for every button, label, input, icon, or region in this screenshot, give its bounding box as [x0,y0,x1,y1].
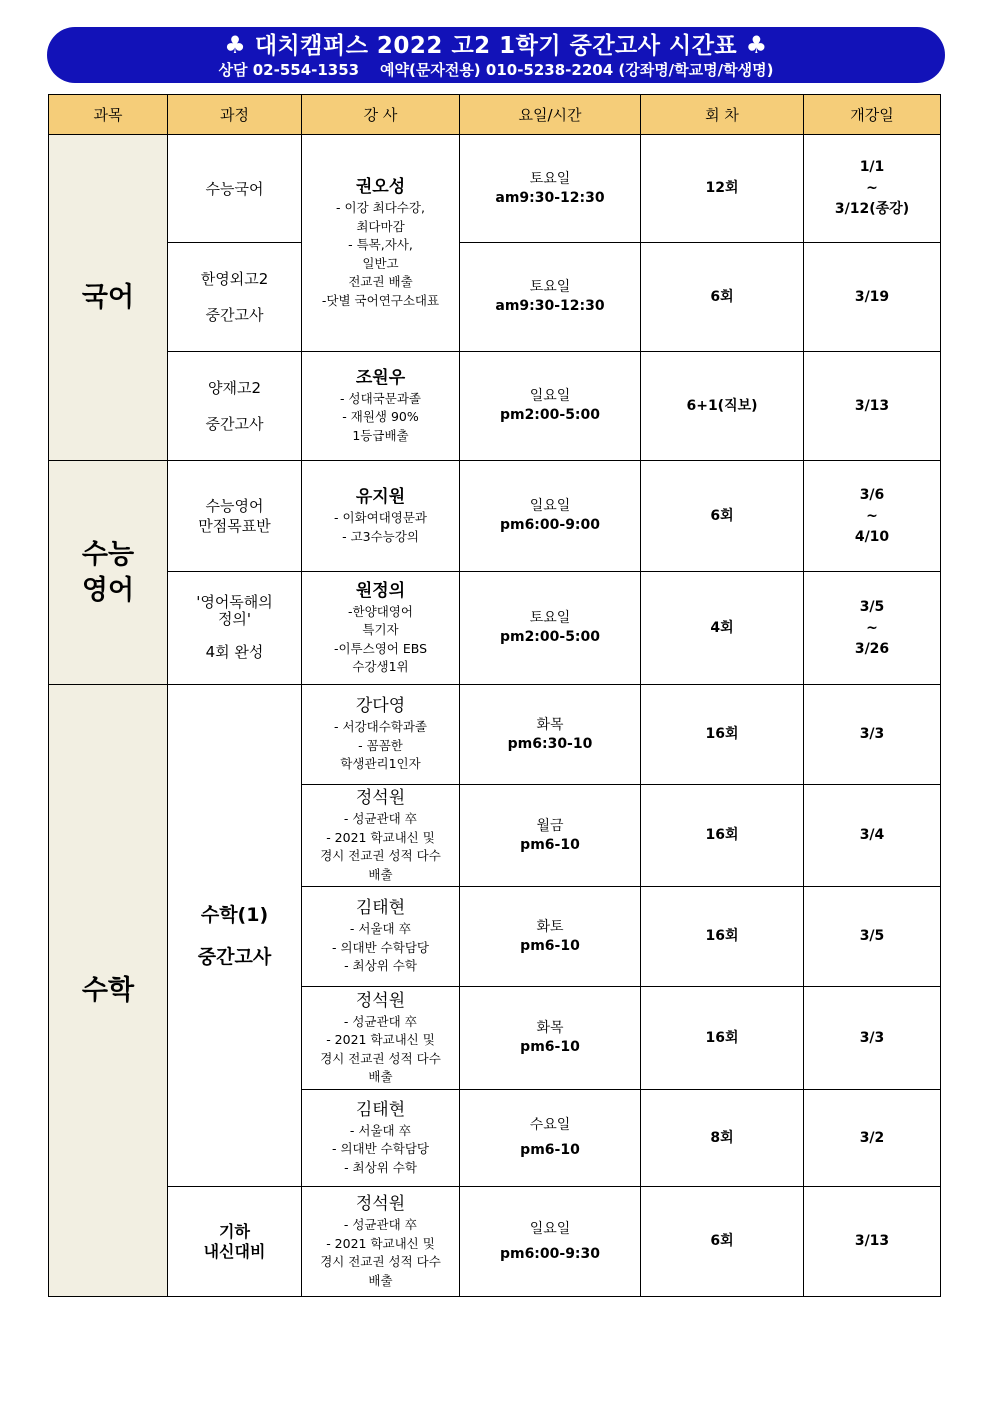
start-date-cell: 3/6 ~ 4/10 [804,461,941,572]
table-row [49,135,941,243]
col-header-sessions: 회 차 [641,95,804,135]
time-cell [460,572,641,685]
table-row [49,243,941,352]
sessions-cell: 16회 [641,685,804,785]
course-line: 중간고사 [197,945,272,968]
course-cell [168,243,302,352]
time: pm6:30-10 [507,735,593,752]
course-line: 4회 완성 [205,643,264,661]
sessions-cell: 6회 [641,243,804,352]
course-cell [168,572,302,685]
time: am9:30-12:30 [495,189,605,206]
teacher-cell [302,987,460,1090]
teacher-desc: - 성균관대 卒 - 2021 학교내신 및 경시 전교권 성적 다수 배출 [320,1013,441,1084]
course-cell: 수능영어 만점목표반 [168,461,302,572]
start-date-cell: 3/13 [804,352,941,461]
sessions-cell: 12회 [641,135,804,243]
time-cell [460,461,641,572]
teacher-desc: - 서울대 卒 - 의대반 수학담당 - 최상위 수학 [332,1122,429,1175]
teacher-cell [302,461,460,572]
time: am9:30-12:30 [495,298,605,314]
sessions-cell: 6+1(직보) [641,352,804,461]
title-text: 대치캠퍼스 2022 고2 1학기 중간고사 시간표 [254,33,738,59]
course-line: 중간고사 [205,306,264,324]
time-cell [460,785,641,887]
teacher-name: 조원우 [355,367,406,388]
day: 토요일 [529,170,571,187]
teacher-name: 김태현 [355,1099,406,1120]
day: 월금 [536,817,564,834]
course-cell [168,352,302,461]
course-cell [168,685,302,1187]
teacher-name: 유지원 [355,487,406,507]
col-header-course: 과정 [168,95,302,135]
time: pm6-10 [520,836,580,853]
teacher-name: 정석원 [355,1194,406,1214]
teacher-desc: - 이강 최다수강, 최다마감 - 특목,자사, 일반고 전교권 배출 -닷별 국어연구소대표 [321,200,440,308]
course-line: 수학(1) [200,903,269,926]
teacher-desc: - 성균관대 卒 - 2021 학교내신 및 경시 전교권 성적 다수 배출 [320,811,441,882]
time: pm6-10 [520,937,580,954]
start-date-cell: 3/13 [804,1187,941,1297]
teacher-name: 정석원 [355,990,406,1011]
table-row [49,352,941,461]
table-row [49,461,941,572]
schedule-table [48,94,941,1297]
time: pm6-10 [520,1039,580,1055]
teacher-desc: - 성대국문과졸 - 재원생 90% 1등급배출 [340,390,421,443]
day: 일요일 [529,1220,571,1237]
teacher-desc: - 서강대수학과졸 - 꼼꼼한 학생관리1인자 [333,719,427,772]
teacher-name: 정석원 [355,788,406,808]
start-date-cell: 3/19 [804,243,941,352]
teacher-cell [302,135,460,352]
sessions-cell: 6회 [641,461,804,572]
subject-cell: 수학 [49,685,168,1297]
day: 수요일 [529,1117,571,1133]
sessions-cell: 4회 [641,572,804,685]
start-date-cell: 3/3 [804,987,941,1090]
sessions-cell: 16회 [641,785,804,887]
day: 화목 [536,716,564,733]
start-date-cell: 3/5 ~ 3/26 [804,572,941,685]
time-cell [460,243,641,352]
teacher-cell [302,572,460,685]
sessions-cell: 8회 [641,1090,804,1187]
day: 일요일 [529,388,571,404]
course-cell: 기하 내신대비 [168,1187,302,1297]
start-date-cell: 3/2 [804,1090,941,1187]
teacher-desc: - 서울대 卒 - 의대반 수학담당 - 최상위 수학 [332,921,429,974]
club-icon: ♣ [745,31,768,59]
teacher-desc: - 이화여대영문과 - 고3수능강의 [333,510,427,544]
start-date-cell: 3/5 [804,887,941,987]
teacher-name: 권오성 [355,177,406,197]
time-cell [460,135,641,243]
club-icon: ♣ [224,31,247,59]
teacher-cell [302,352,460,461]
start-date-cell: 3/3 [804,685,941,785]
subject-cell: 수능 영어 [49,461,168,685]
start-date-cell: 1/1 ~ 3/12(종강) [804,135,941,243]
time-cell [460,1187,641,1297]
subject-cell: 국어 [49,135,168,461]
page-title [47,31,945,60]
time-cell [460,887,641,987]
teacher-name: 원정의 [355,580,406,601]
teacher-name: 김태현 [355,898,406,919]
time: pm6:00-9:00 [499,517,601,533]
day: 화토 [536,918,564,935]
course-line: '영어독해의 정의' [196,593,273,628]
time: pm6-10 [520,1142,580,1158]
day: 토요일 [529,610,571,626]
sessions-cell: 6회 [641,1187,804,1297]
time: pm2:00-5:00 [499,629,601,645]
teacher-cell [302,1187,460,1297]
teacher-name: 강다영 [355,696,406,717]
time-cell [460,352,641,461]
time-cell [460,987,641,1090]
contact-info: 상담 02-554-1353 예약(문자전용) 010-5238-2204 (강좌명/학교명/학생명) [218,61,774,79]
teacher-cell [302,685,460,785]
start-date-cell: 3/4 [804,785,941,887]
time: pm6:00-9:30 [499,1245,601,1262]
col-header-start-date: 개강일 [804,95,941,135]
col-header-teacher: 강 사 [302,95,460,135]
day: 화목 [536,1020,564,1036]
teacher-cell [302,785,460,887]
course-line: 중간고사 [205,415,264,433]
sessions-cell: 16회 [641,987,804,1090]
teacher-cell [302,887,460,987]
teacher-cell [302,1090,460,1187]
sessions-cell: 16회 [641,887,804,987]
course-line: 양재고2 [207,379,261,397]
day: 토요일 [529,279,571,295]
title-banner [47,27,945,83]
table-row [49,572,941,685]
day: 일요일 [529,498,571,514]
header-row [49,95,941,135]
time-cell [460,685,641,785]
table-row [49,1187,941,1297]
time-cell [460,1090,641,1187]
course-line: 한영외고2 [200,270,269,288]
teacher-desc: - 성균관대 卒 - 2021 학교내신 및 경시 전교권 성적 다수 배출 [320,1217,441,1288]
col-header-time: 요일/시간 [460,95,641,135]
teacher-desc: -한양대영어 특기자 -이투스영어 EBS 수강생1위 [333,603,428,674]
course-cell: 수능국어 [168,135,302,243]
time: pm2:00-5:00 [499,407,601,423]
table-row [49,685,941,785]
col-header-subject: 과목 [49,95,168,135]
